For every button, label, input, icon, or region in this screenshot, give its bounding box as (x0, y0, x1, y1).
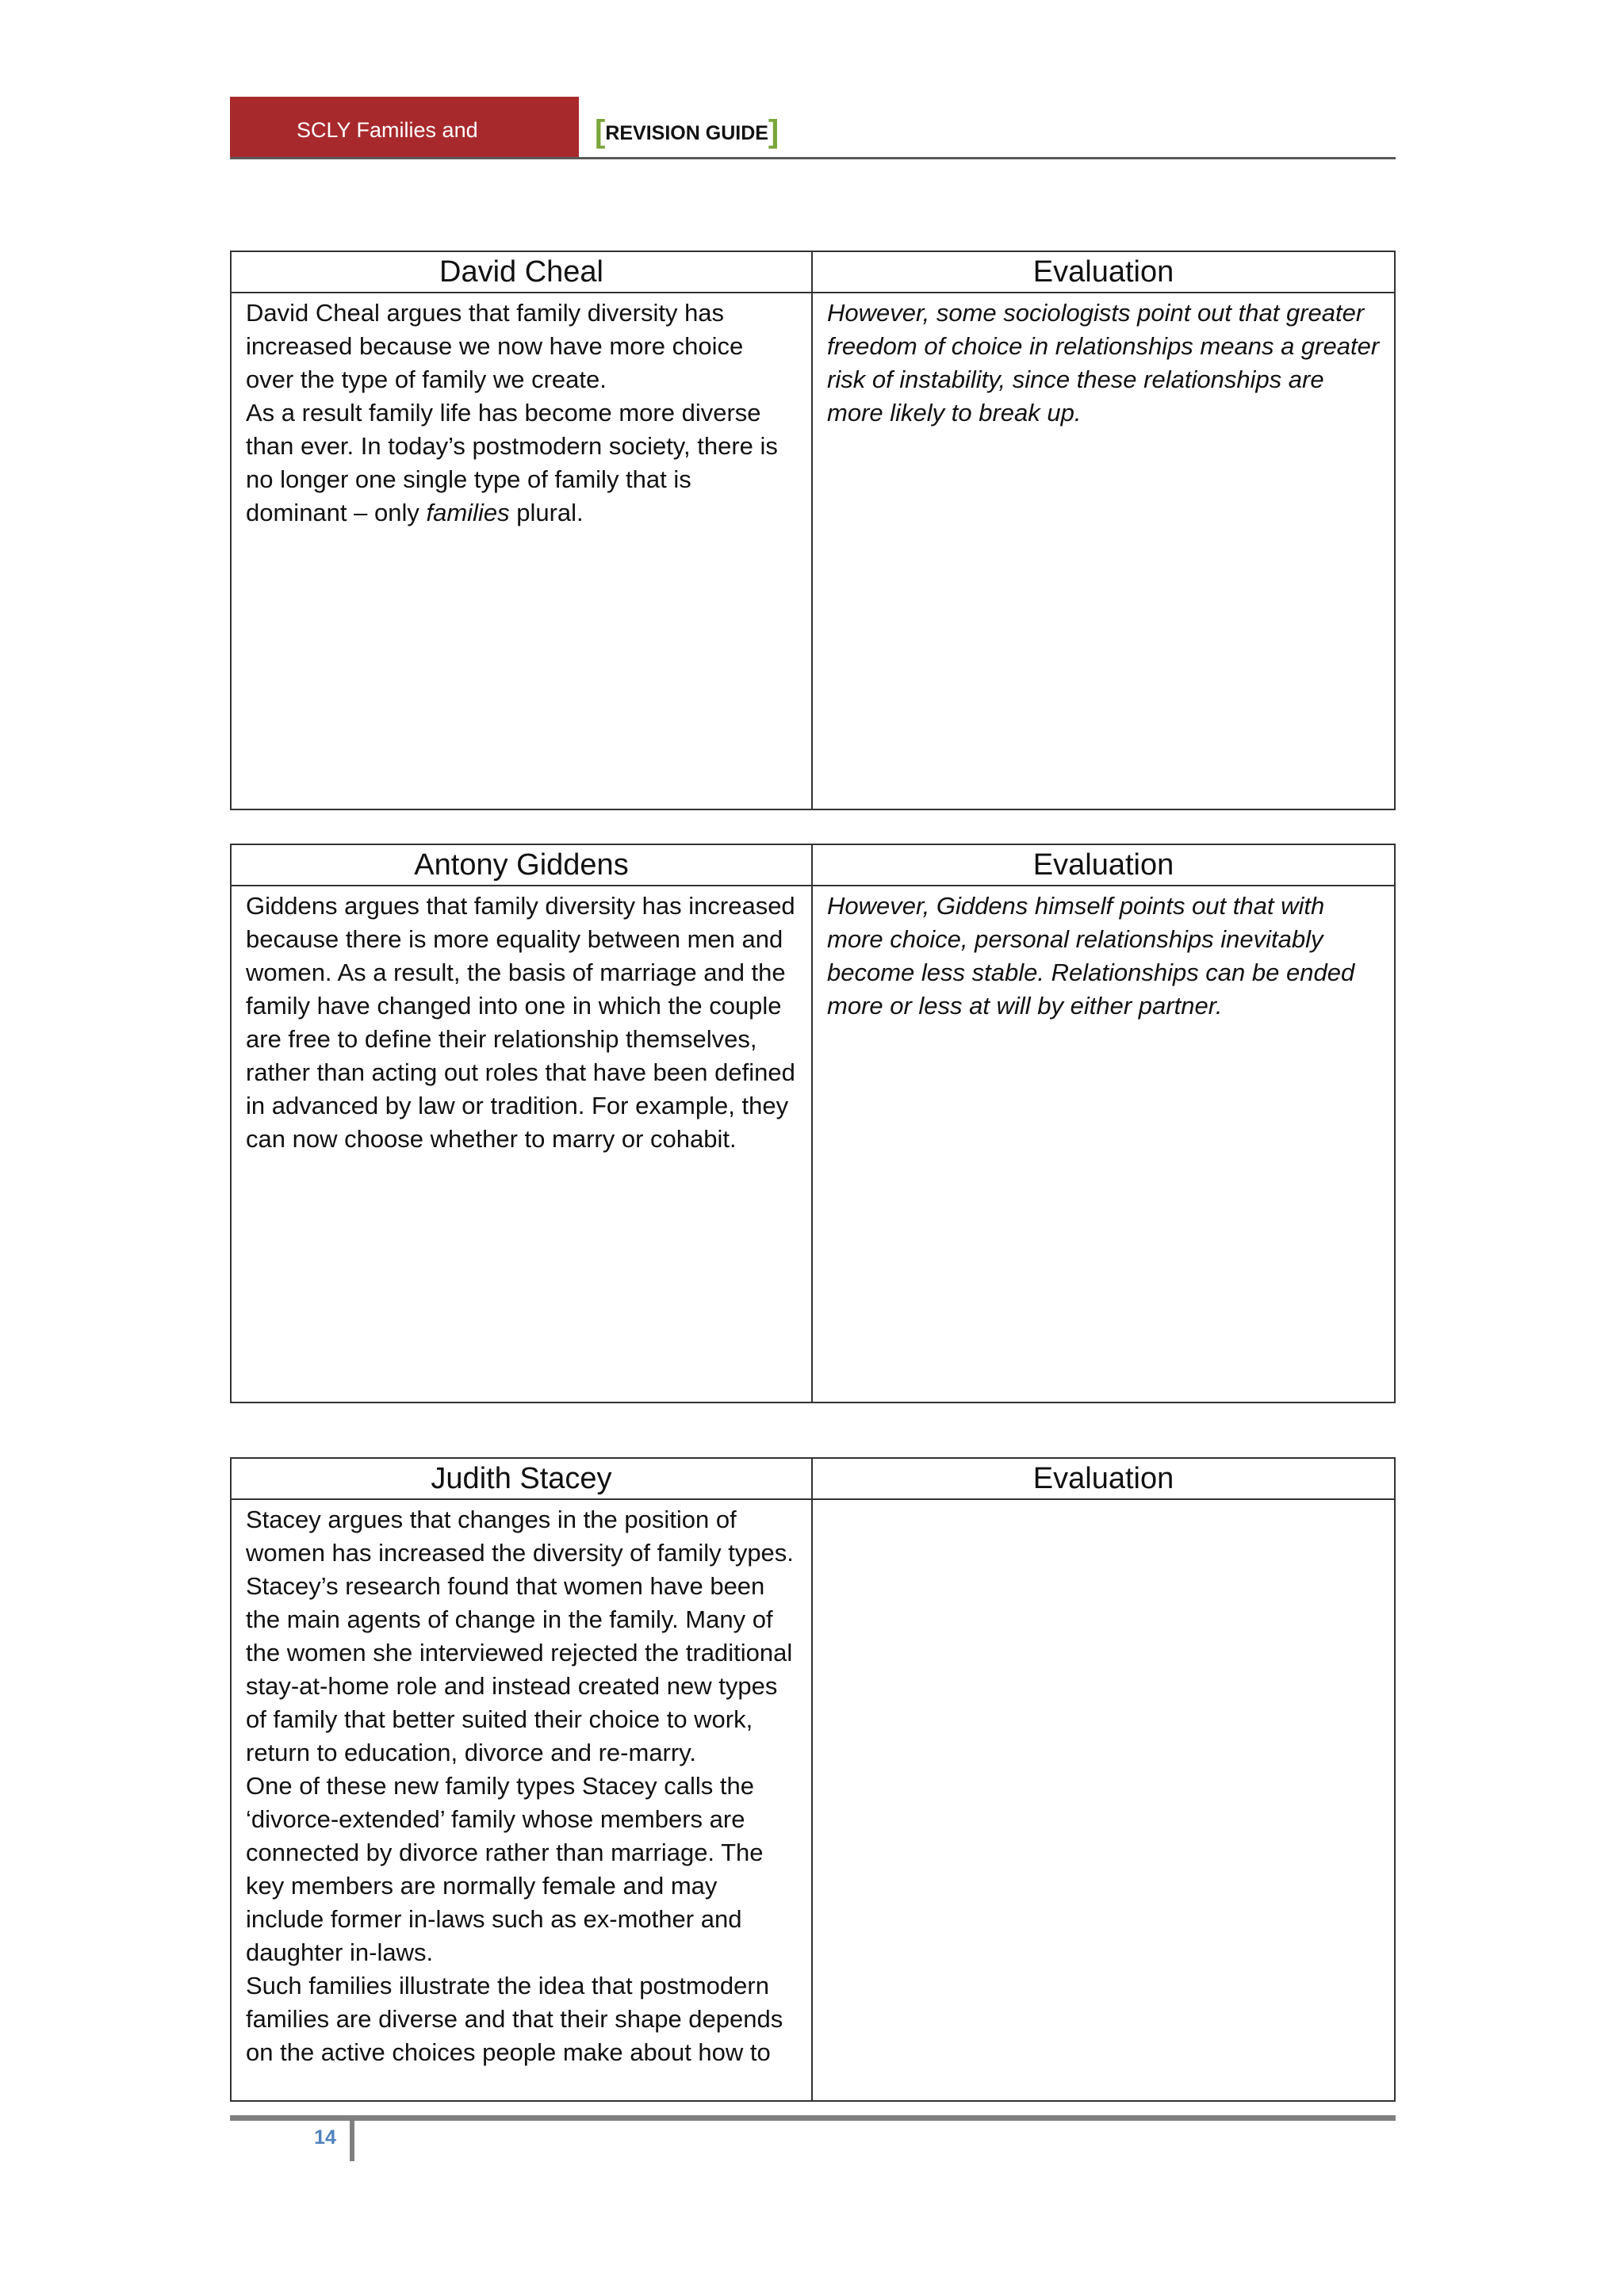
evaluation-heading: Evaluation (813, 845, 1394, 886)
footer-rule (230, 2115, 1396, 2121)
theory-text (232, 1500, 813, 2100)
footer-separator (350, 2118, 354, 2161)
theory-paragraph: Giddens argues that family diversity has increased because there is more equality between men and women. As a result, the basis of marriage and the family have changed into one in which the couple are free to define their relationship themselves, rather than acting out roles that have been defined in advanced by law or tradition. For example, they can now choose whether to marry or cohabit. (246, 892, 795, 1153)
theorist-heading: Judith Stacey (232, 1459, 813, 1500)
bracket-open: [ (595, 114, 606, 149)
section-judith-stacey (230, 1457, 1396, 2102)
evaluation-text (813, 1500, 1394, 2100)
page-number: 14 (314, 2126, 336, 2149)
section-antony-giddens (230, 844, 1396, 1403)
theory-paragraph: As a result family life has become more diverse than ever. In today’s postmodern society, there is no longer one single type of family that is dominant – only families plural. (246, 399, 778, 526)
theory-paragraph: Such families illustrate the idea that postmodern families are diverse and that their shape depends on the active choices people make about how to (246, 1972, 783, 2066)
theorist-heading: David Cheal (232, 252, 813, 293)
emphasis: families (426, 499, 510, 526)
theory-text (232, 293, 813, 809)
theory-paragraph: Stacey argues that changes in the position of women has increased the diversity of family types. Stacey’s research found that women have been the main agents of change in the family. Many of the women she interviewed rejected the traditional stay-at-home role and instead created new types of family that better suited their choice to work, return to education, divorce and re-marry. (246, 1506, 794, 1766)
bracket-close: ] (768, 114, 779, 149)
document-title: SCLY Families and Households (230, 97, 579, 157)
page-header (230, 97, 1396, 183)
theory-paragraph: David Cheal argues that family diversity has increased because we now have more choice over the type of family we create. (246, 299, 744, 393)
theory-text (232, 886, 813, 1402)
revision-guide-text: REVISION GUIDE (605, 122, 768, 144)
evaluation-text: However, Giddens himself points out that with more choice, personal relationships inevitably become less stable. Relationships can be ended more or less at will by either partner. (827, 892, 1355, 1020)
evaluation-heading: Evaluation (813, 1459, 1394, 1500)
theory-paragraph: One of these new family types Stacey calls the ‘divorce-extended’ family whose members are connected by divorce rather than marriage. The key members are normally female and may include former in-laws such as ex-mother and daughter in-laws. (246, 1772, 764, 1966)
section-david-cheal (230, 251, 1396, 810)
evaluation-text: However, some sociologists point out that greater freedom of choice in relationships means a greater risk of instability, since these relationships are more likely to break up. (827, 299, 1380, 427)
evaluation-heading: Evaluation (813, 252, 1394, 293)
theorist-heading: Antony Giddens (232, 845, 813, 886)
revision-guide-label (595, 108, 779, 155)
